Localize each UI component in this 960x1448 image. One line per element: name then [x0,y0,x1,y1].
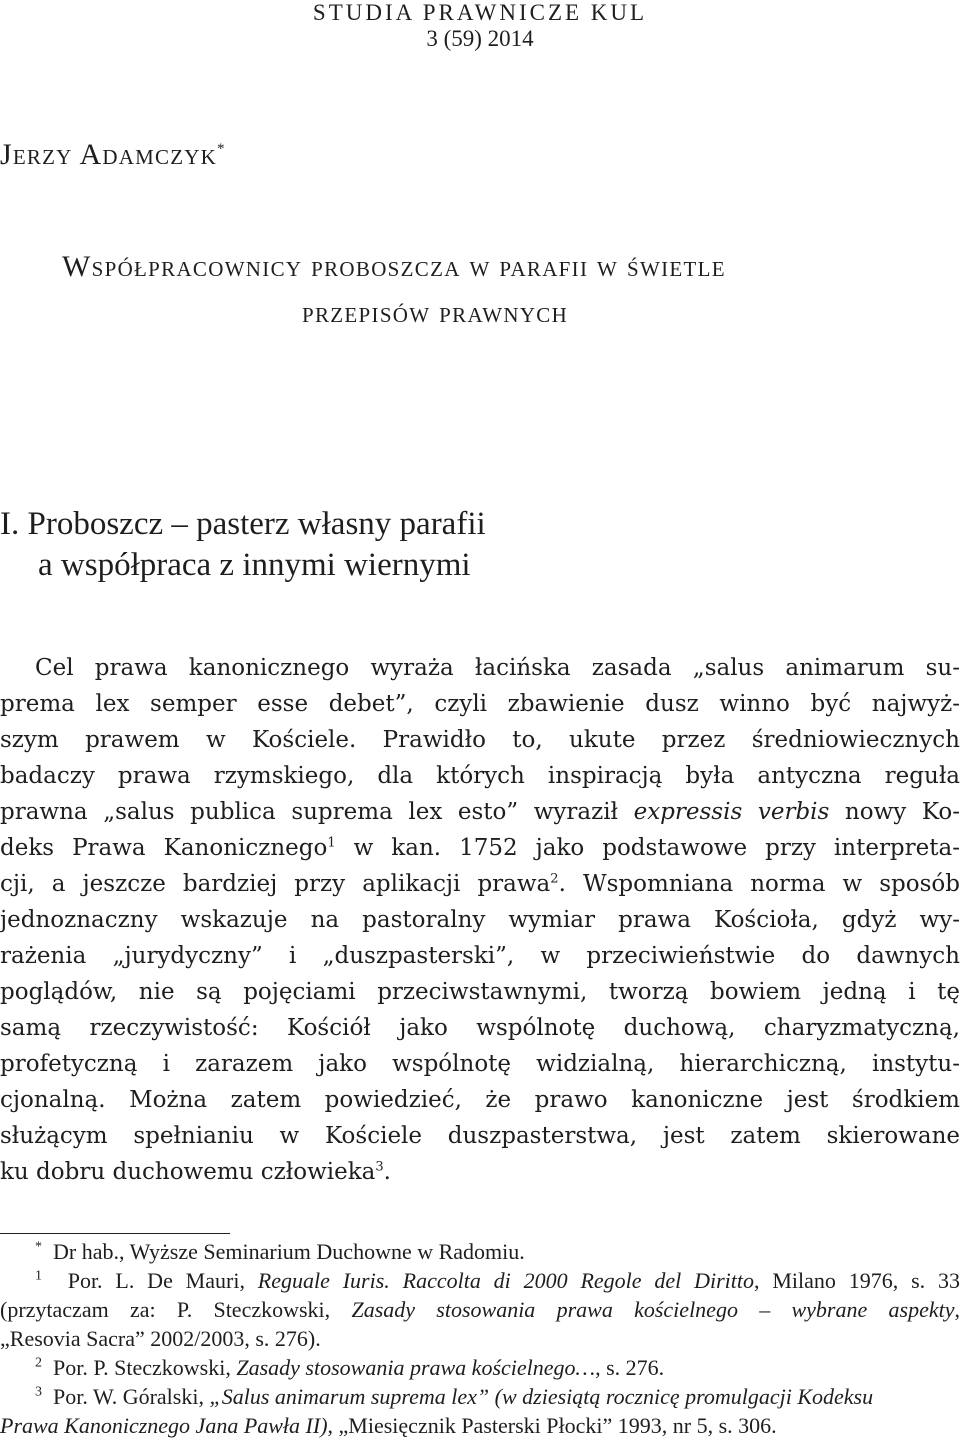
cited-title: „Salus animarum suprema lex” (w dziesiątą rocznicę promulgacji Kodeksu [209,1384,874,1409]
article-author [0,138,226,172]
cited-title: Zasady stosowania prawa kościelnego – wybrane aspekty [351,1297,955,1322]
body-text: cji, a jeszcze bardziej przy aplikacji prawa [0,871,551,897]
footnote-1-cont [0,1295,960,1324]
footnote-3 [0,1382,960,1411]
footnote-mark: 1 [35,1268,42,1284]
footnote-mark: 3 [35,1384,42,1400]
cited-title: Reguale Iuris. Raccolta di 2000 Regole del Diritto [257,1268,755,1293]
body-paragraph [0,650,960,1190]
body-text: w kan. 1752 jako podstawowe przy interpreta- [335,835,960,861]
section-heading-line-2: a współpraca z innymi wiernymi [38,547,471,583]
footnote-2 [0,1353,960,1382]
footnote-text: , [954,1297,960,1322]
body-text: deks Prawa Kanonicznego [0,835,328,861]
author-footnote-mark: * [216,141,226,157]
article-title [62,244,952,336]
body-line: Cel prawa kanonicznego wyraża łacińska zasada „salus animarum su- [35,655,960,681]
body-line [0,794,960,830]
body-text: ku dobru duchowemu człowieka [0,1159,376,1185]
journal-name: STUDIA PRAWNICZE KUL [312,0,648,25]
footnote-ref-2[interactable]: 2 [550,871,559,887]
footnote-3-cont [0,1411,960,1440]
footnote-author [0,1237,960,1266]
footnote-ref-1[interactable]: 1 [327,835,336,851]
footnote-text: , „Miesięcznik Pasterski Płocki” 1993, nr 5, s. 306. [327,1413,777,1438]
title-line-2: przepisów prawnych [302,296,569,329]
footnote-mark: * [35,1239,42,1255]
footnote-1 [0,1266,960,1295]
body-line: szym prawem w Kościele. Prawidło to, ukute przez średniowiecznych [0,727,960,753]
body-line: cjonalną. Można zatem powiedzieć, że prawo kanoniczne jest środkiem [0,1087,960,1113]
body-line: profetyczną i zarazem jako wspólnotę widzialną, hierarchiczną, instytu- [0,1051,960,1077]
footnote-1-cont: „Resovia Sacra” 2002/2003, s. 276). [0,1326,321,1351]
body-line: służącym spełnianiu w Kościele duszpasterstwa, jest zatem skierowane [0,1123,960,1149]
footnote-text: Dr hab., Wyższe Seminarium Duchowne w Radomiu. [53,1239,525,1264]
footnote-text: (przytaczam za: P. Steczkowski, [0,1297,352,1322]
body-text: . [383,1159,391,1185]
section-heading-line-1: I. Proboszcz – pasterz własny parafii [0,506,486,542]
body-line: jednoznaczny wskazuje na pastoralny wymiar prawa Kościoła, gdyż wy- [0,907,960,933]
author-name: Jerzy Adamczyk [0,138,217,171]
body-line: prema lex semper esse debet”, czyli zbawienie dusz winno być najwyż- [0,691,960,717]
body-line: rażenia „jurydyczny” i „duszpasterski”, w przeciwieństwie do dawnych [0,943,960,969]
footnote-mark: 2 [35,1355,42,1371]
body-line: samą rzeczywistość: Kościół jako wspólnotę duchową, charyzmatyczną, [0,1015,960,1041]
latin-phrase: expressis verbis [633,799,830,825]
cited-title: Prawa Kanonicznego Jana Pawła II) [0,1413,328,1438]
footnote-text: Por. W. Góralski, [53,1384,210,1409]
body-line: badaczy prawa rzymskiego, dla których inspiracją była antyczna reguła [0,763,960,789]
cited-title: Zasady stosowania prawa kościelnego… [236,1355,596,1380]
body-line [0,1154,960,1190]
body-text: prawna „salus publica suprema lex esto” wyraził [0,799,619,825]
footnote-text: , s. 276. [595,1355,665,1380]
footnote-text: Por. P. Steczkowski, [53,1355,237,1380]
body-line [0,830,960,866]
body-line: poglądów, nie są pojęciami przeciwstawnymi, tworzą bowiem jedną i tę [0,979,960,1005]
title-line-1: Współpracownicy proboszcza w parafii w świetle [62,250,726,283]
section-heading [0,504,960,586]
footnote-divider [0,1233,230,1234]
footnote-ref-3[interactable]: 3 [375,1159,384,1175]
footnote-text: , Milano 1976, s. 33 [754,1268,960,1293]
body-text: . Wspomniana norma w sposób [558,871,960,897]
footnote-text: Por. L. De Mauri, [67,1268,258,1293]
body-text: nowy Ko- [844,799,960,825]
footnotes [0,1237,960,1440]
journal-issue: 3 (59) 2014 [426,26,534,51]
body-line [0,866,960,902]
